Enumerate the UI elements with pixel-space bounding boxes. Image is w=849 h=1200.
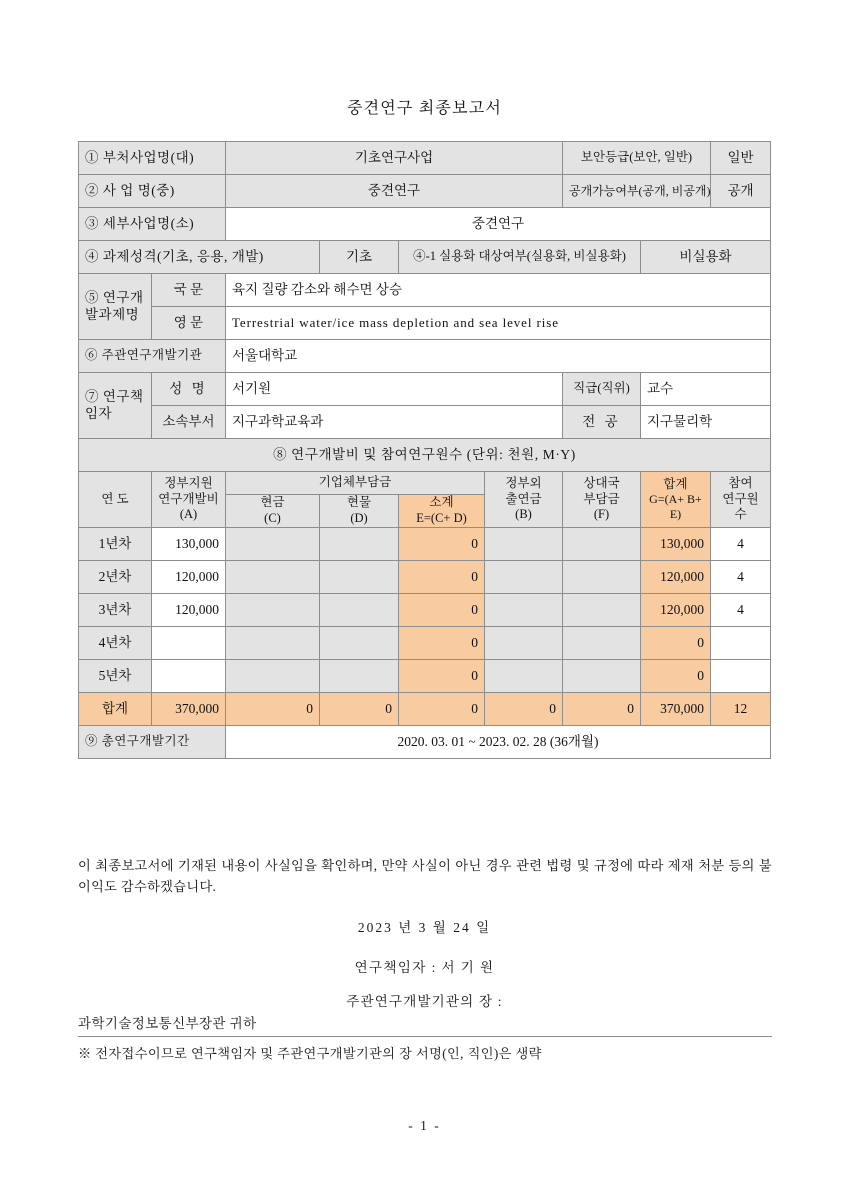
cell-nongov bbox=[485, 627, 563, 660]
value-pi-name: 서기원 bbox=[226, 373, 563, 406]
cell-year: 5년차 bbox=[79, 660, 152, 693]
budget-col-cash-l2: (C) bbox=[264, 511, 281, 525]
value-commercialization: 비실용화 bbox=[641, 241, 771, 274]
value-ministry-program: 기초연구사업 bbox=[226, 142, 563, 175]
cell-subtotal: 0 bbox=[399, 660, 485, 693]
table-row bbox=[79, 561, 771, 594]
cell-nongov bbox=[485, 528, 563, 561]
budget-col-company-group: 기업체부담금 bbox=[226, 472, 485, 495]
signature-institution-head: 주관연구개발기관의 장 : bbox=[346, 994, 503, 1009]
budget-col-gov-fund-l3: (A) bbox=[179, 507, 198, 522]
page-number: - 1 - bbox=[408, 1118, 441, 1133]
budget-col-cash-l1: 현금 bbox=[260, 495, 285, 510]
cell-researchers bbox=[711, 627, 771, 660]
budget-col-partner-l1: 상대국 bbox=[583, 476, 620, 491]
affirmation-text: 이 최종보고서에 기재된 내용이 사실임을 확인하며, 만약 사실이 아닌 경우 관련 법령 및 규정에 따라 제재 처분 등의 불이익도 감수하겠습니다. bbox=[78, 858, 772, 895]
cell-total: 120,000 bbox=[641, 594, 711, 627]
cell-nongov bbox=[485, 594, 563, 627]
cell-cash bbox=[226, 660, 320, 693]
budget-col-partner-l3: (F) bbox=[593, 507, 610, 522]
budget-col-subtotal-l1: 소계 bbox=[429, 495, 454, 510]
cell-year: 2년차 bbox=[79, 561, 152, 594]
cell-gov-fund bbox=[152, 660, 226, 693]
label-project-title-english: 영 문 bbox=[152, 307, 226, 340]
cell-cash bbox=[226, 627, 320, 660]
total-cell-inkind: 0 bbox=[320, 693, 399, 726]
budget-col-subtotal-l2: E=(C+ D) bbox=[416, 511, 467, 525]
budget-col-researchers-l2: 연구원수 bbox=[722, 491, 759, 522]
cell-inkind bbox=[320, 561, 399, 594]
cell-total: 0 bbox=[641, 627, 711, 660]
cell-inkind bbox=[320, 627, 399, 660]
cell-total: 130,000 bbox=[641, 528, 711, 561]
table-row bbox=[79, 594, 771, 627]
cell-inkind bbox=[320, 528, 399, 561]
cell-subtotal: 0 bbox=[399, 528, 485, 561]
cell-gov-fund bbox=[152, 627, 226, 660]
total-cell-subtotal: 0 bbox=[399, 693, 485, 726]
value-project-character: 기초 bbox=[320, 241, 399, 274]
table-row-project-title-en bbox=[79, 307, 771, 340]
budget-col-inkind-l2: (D) bbox=[350, 511, 368, 525]
cell-researchers bbox=[711, 660, 771, 693]
cell-researchers: 4 bbox=[711, 561, 771, 594]
cell-total: 0 bbox=[641, 660, 711, 693]
label-program-name: ② 사 업 명(중) bbox=[79, 175, 226, 208]
cell-year: 3년차 bbox=[79, 594, 152, 627]
table-row bbox=[79, 528, 771, 561]
cell-cash bbox=[226, 528, 320, 561]
label-project-title: ⑤ 연구개발과제명 bbox=[79, 274, 152, 340]
value-pi-department: 지구과학교육과 bbox=[226, 406, 563, 439]
table-row-pi-department bbox=[79, 406, 771, 439]
budget-col-gov-fund-l1: 정부지원 bbox=[164, 476, 213, 491]
cell-gov-fund: 130,000 bbox=[152, 528, 226, 561]
budget-header-row-1 bbox=[79, 472, 771, 495]
total-cell-nongov: 0 bbox=[485, 693, 563, 726]
total-cell-gov-fund: 370,000 bbox=[152, 693, 226, 726]
label-disclosure: 공개가능여부(공개, 비공개) bbox=[563, 175, 711, 208]
label-pi-major: 전 공 bbox=[563, 406, 641, 439]
label-pi-position: 직급(직위) bbox=[563, 373, 641, 406]
table-row bbox=[79, 660, 771, 693]
page-title: 중견연구 최종보고서 bbox=[346, 100, 503, 117]
cell-inkind bbox=[320, 594, 399, 627]
label-security-grade: 보안등급(보안, 일반) bbox=[563, 142, 711, 175]
budget-col-nongov bbox=[485, 472, 563, 528]
budget-col-gov-fund-l2: 연구개발비 bbox=[158, 491, 219, 506]
label-principal-investigator: ⑦ 연구책임자 bbox=[79, 373, 152, 439]
cell-partner bbox=[563, 528, 641, 561]
budget-col-total-l1: 합계 bbox=[663, 476, 688, 491]
total-cell-cash: 0 bbox=[226, 693, 320, 726]
value-pi-major: 지구물리학 bbox=[641, 406, 771, 439]
label-project-title-korean: 국 문 bbox=[152, 274, 226, 307]
cell-partner bbox=[563, 627, 641, 660]
cell-inkind bbox=[320, 660, 399, 693]
budget-col-researchers bbox=[711, 472, 771, 528]
value-pi-position: 교수 bbox=[641, 373, 771, 406]
value-project-title-english: Terrestrial water/ice mass depletion and sea level rise bbox=[226, 307, 771, 340]
label-pi-name: 성 명 bbox=[152, 373, 226, 406]
cell-gov-fund: 120,000 bbox=[152, 594, 226, 627]
value-program-name: 중견연구 bbox=[226, 175, 563, 208]
label-commercialization: ④-1 실용화 대상여부(실용화, 비실용화) bbox=[399, 241, 641, 274]
table-row-pi-name bbox=[79, 373, 771, 406]
budget-col-inkind bbox=[320, 495, 399, 528]
budget-col-total-l2: G=(A+ B+ E) bbox=[649, 492, 702, 522]
table-row bbox=[79, 627, 771, 660]
budget-col-nongov-l1: 정부외 bbox=[505, 476, 542, 491]
date-line: 2023 년 3 월 24 일 bbox=[357, 920, 492, 935]
budget-section-title: ⑧ 연구개발비 및 참여연구원수 (단위: 천원, M·Y) bbox=[79, 439, 771, 472]
table-row-program-name bbox=[79, 175, 771, 208]
budget-col-partner bbox=[563, 472, 641, 528]
cell-nongov bbox=[485, 561, 563, 594]
total-cell-researchers: 12 bbox=[711, 693, 771, 726]
cell-researchers: 4 bbox=[711, 594, 771, 627]
cell-subtotal: 0 bbox=[399, 561, 485, 594]
table-row-ministry-program bbox=[79, 142, 771, 175]
minister-addressee: 과학기술정보통신부장관 귀하 bbox=[78, 1016, 257, 1031]
budget-col-total bbox=[641, 472, 711, 528]
budget-col-researchers-l1: 참여 bbox=[728, 476, 753, 491]
budget-col-gov-fund bbox=[152, 472, 226, 528]
cell-gov-fund: 120,000 bbox=[152, 561, 226, 594]
budget-col-partner-l2: 부담금 bbox=[583, 491, 620, 506]
cell-total: 120,000 bbox=[641, 561, 711, 594]
value-subprogram-name: 중견연구 bbox=[226, 208, 771, 241]
label-research-period: ⑨ 총연구개발기간 bbox=[79, 726, 226, 759]
budget-col-subtotal bbox=[399, 495, 485, 528]
label-project-character: ④ 과제성격(기초, 응용, 개발) bbox=[79, 241, 320, 274]
table-row-subprogram-name bbox=[79, 208, 771, 241]
total-cell-total: 370,000 bbox=[641, 693, 711, 726]
total-cell-partner: 0 bbox=[563, 693, 641, 726]
cell-researchers: 4 bbox=[711, 528, 771, 561]
cell-year: 4년차 bbox=[79, 627, 152, 660]
cell-cash bbox=[226, 561, 320, 594]
table-row-research-period bbox=[79, 726, 771, 759]
report-cover-table bbox=[78, 141, 771, 759]
label-lead-institution: ⑥ 주관연구개발기관 bbox=[79, 340, 226, 373]
cell-partner bbox=[563, 594, 641, 627]
label-pi-department: 소속부서 bbox=[152, 406, 226, 439]
table-row-budget-total bbox=[79, 693, 771, 726]
label-subprogram-name: ③ 세부사업명(소) bbox=[79, 208, 226, 241]
budget-col-nongov-l2: 출연금 bbox=[505, 491, 542, 506]
cell-subtotal: 0 bbox=[399, 627, 485, 660]
value-lead-institution: 서울대학교 bbox=[226, 340, 771, 373]
cell-partner bbox=[563, 561, 641, 594]
table-row-project-title-ko bbox=[79, 274, 771, 307]
value-research-period: 2020. 03. 01 ~ 2023. 02. 28 (36개월) bbox=[226, 726, 771, 759]
divider bbox=[78, 1036, 772, 1037]
budget-col-inkind-l1: 현물 bbox=[346, 495, 372, 510]
budget-col-cash bbox=[226, 495, 320, 528]
cell-year: 1년차 bbox=[79, 528, 152, 561]
label-ministry-program: ① 부처사업명(대) bbox=[79, 142, 226, 175]
value-project-title-korean: 육지 질량 감소와 해수면 상승 bbox=[226, 274, 771, 307]
total-cell-year: 합계 bbox=[79, 693, 152, 726]
value-disclosure: 공개 bbox=[711, 175, 771, 208]
budget-col-nongov-l3: (B) bbox=[515, 507, 532, 522]
cell-partner bbox=[563, 660, 641, 693]
cell-nongov bbox=[485, 660, 563, 693]
cell-subtotal: 0 bbox=[399, 594, 485, 627]
value-security-grade: 일반 bbox=[711, 142, 771, 175]
table-row-project-character bbox=[79, 241, 771, 274]
table-row-lead-institution bbox=[79, 340, 771, 373]
table-row-budget-banner bbox=[79, 439, 771, 472]
electronic-submission-note: ※ 전자접수이므로 연구책임자 및 주관연구개발기관의 장 서명(인, 직인)은 생략 bbox=[78, 1046, 542, 1061]
cell-cash bbox=[226, 594, 320, 627]
budget-col-year-label: 연 도 bbox=[101, 491, 129, 506]
budget-col-year bbox=[79, 472, 152, 528]
signature-principal-investigator: 연구책임자 : 서 기 원 bbox=[354, 960, 495, 975]
